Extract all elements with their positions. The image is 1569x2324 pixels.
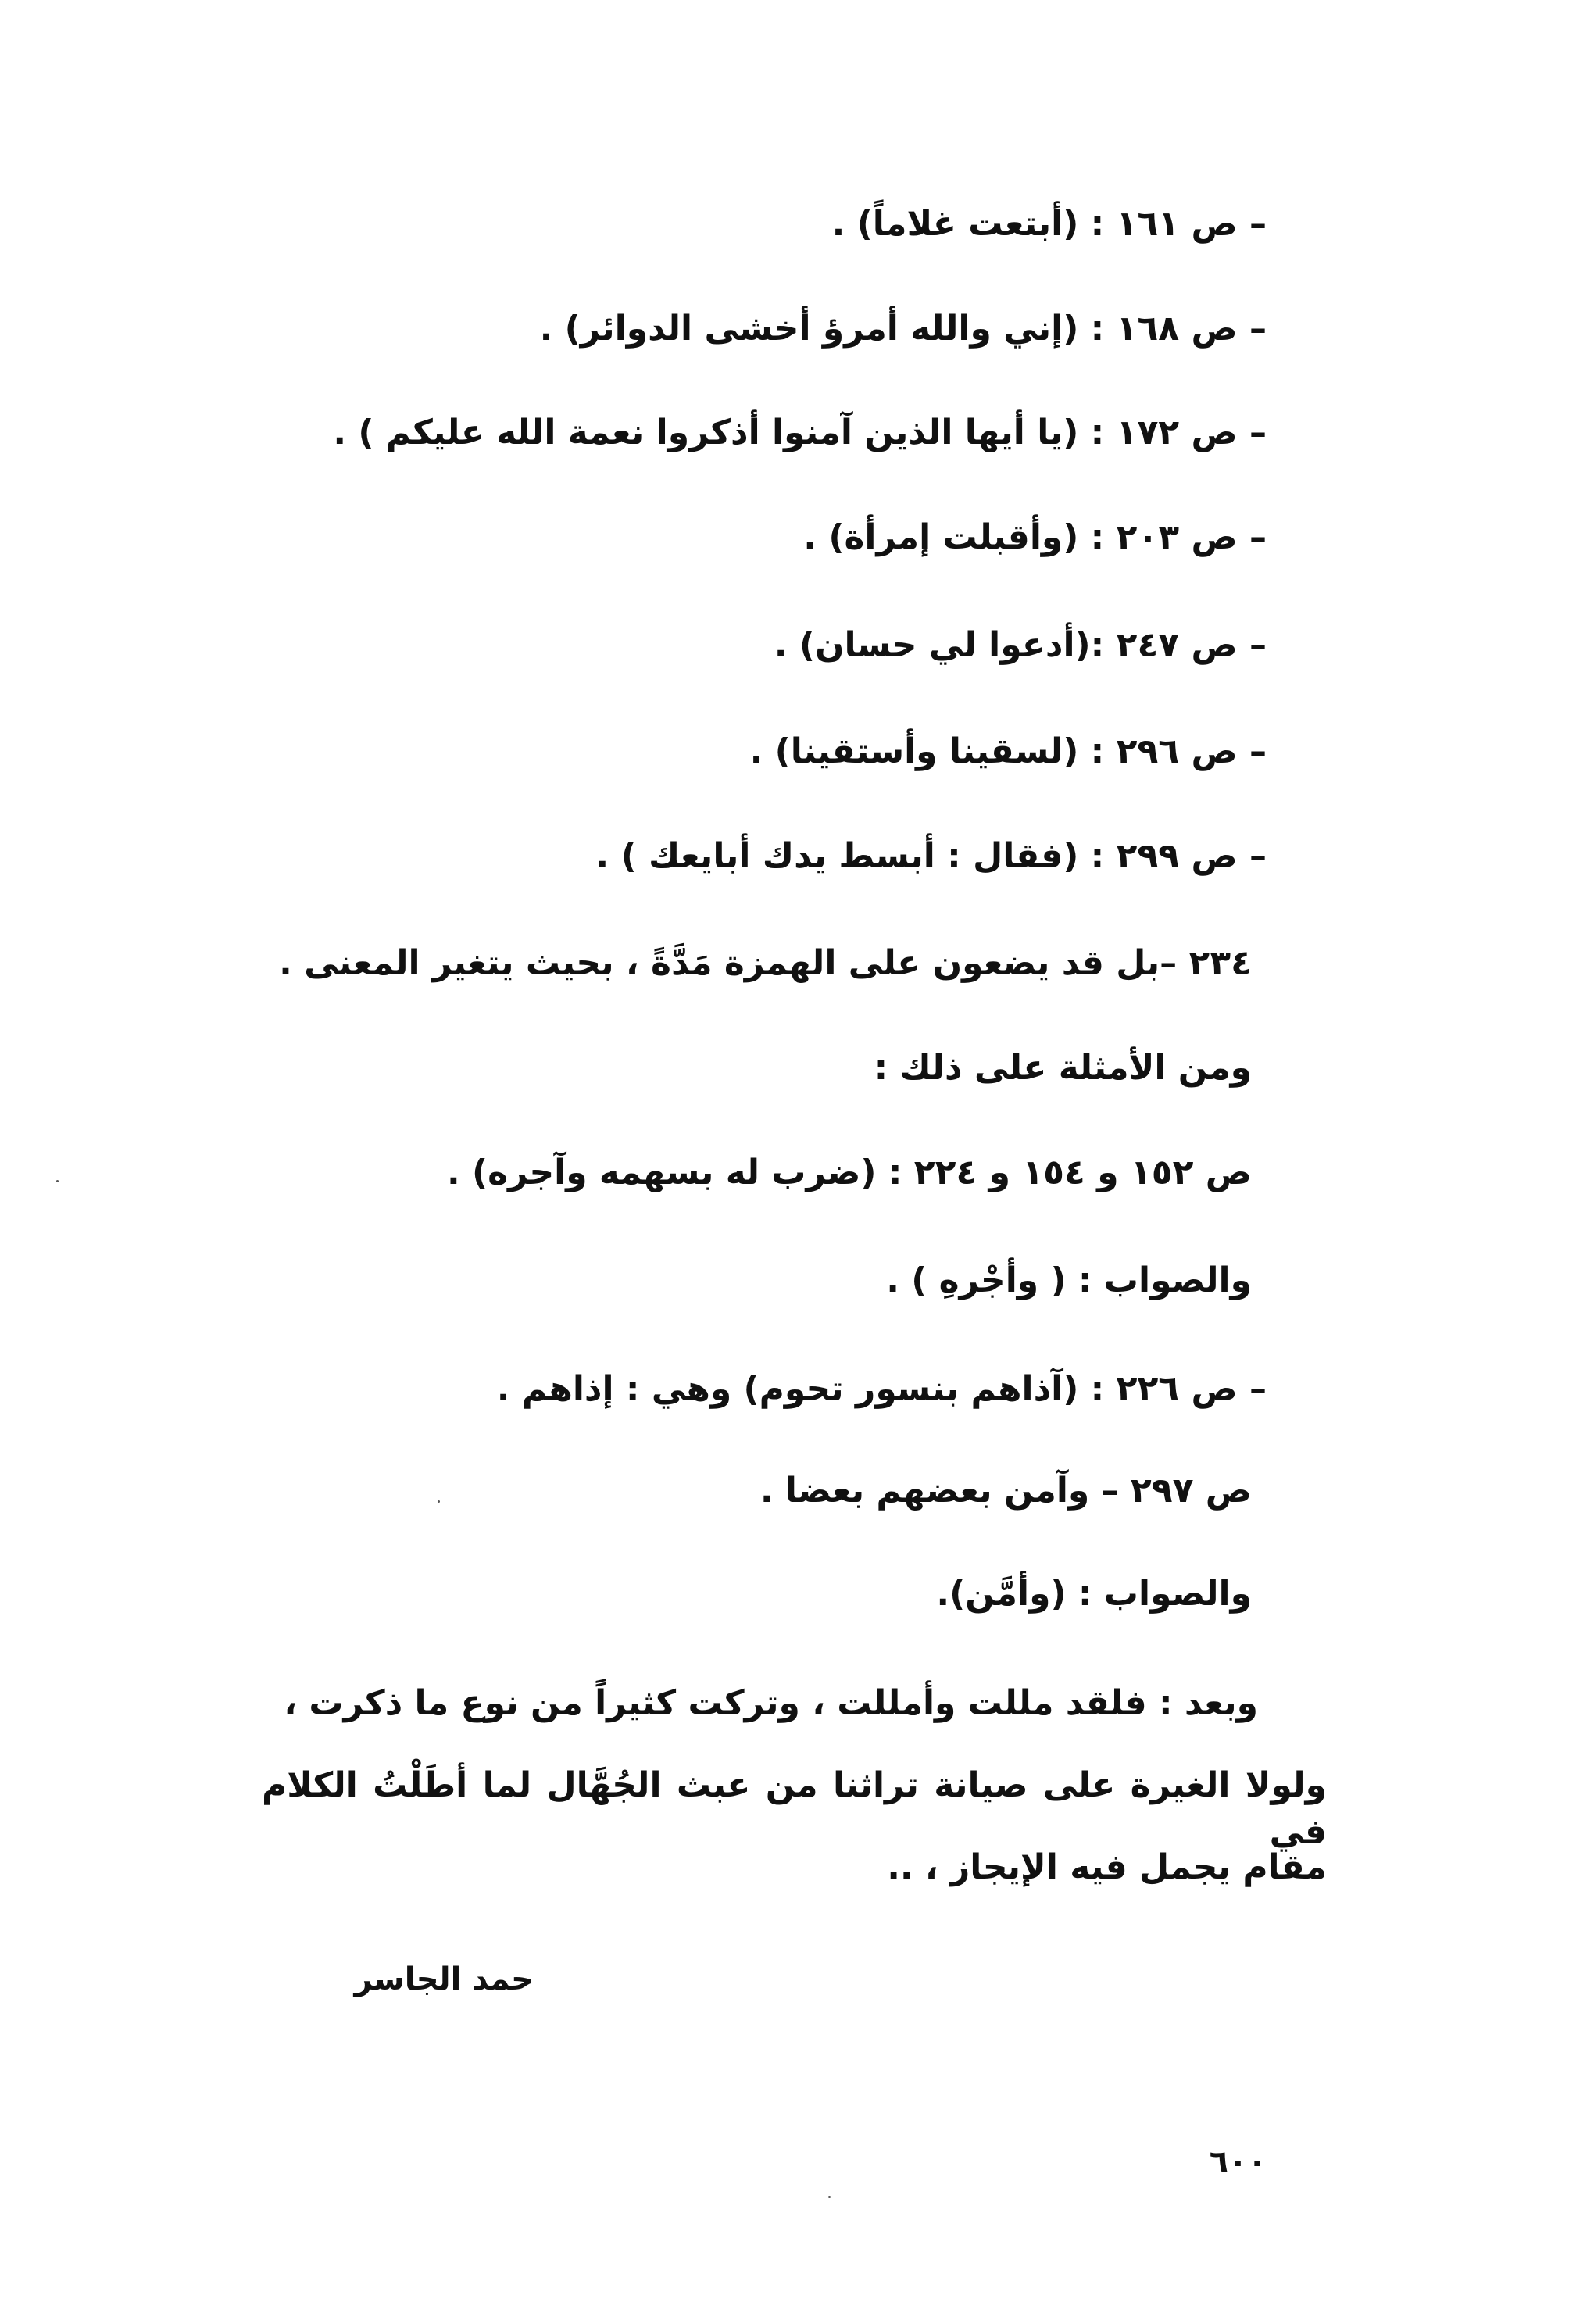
scan-speck bbox=[56, 1180, 59, 1182]
correction-item: – ص ١٦٨ : (إني والله أمرؤ أخشى الدوائر) . bbox=[539, 309, 1267, 349]
correction-line: والصواب : (وأمَّن). bbox=[936, 1574, 1252, 1614]
signature: حمد الجاسر bbox=[354, 1961, 534, 1997]
correction-item: – ص ١٦١ : (أبتعت غلاماً) . bbox=[831, 204, 1267, 244]
correction-item: – ص ٢٩٦ : (لسقينا وأستقينا) . bbox=[749, 731, 1267, 771]
scan-speck bbox=[438, 1500, 440, 1503]
correction-item: – ص ٢٤٧ :(أدعوا لي حسان) . bbox=[774, 625, 1267, 665]
closing-line: وبعد : فلقد مللت وأمللت ، وتركت كثيراً من نوع ما ذكرت ، bbox=[284, 1683, 1258, 1723]
section-heading: ٢٣٤ –بل قد يضعون على الهمزة مَدَّةً ، بحيث يتغير المعنى . bbox=[279, 943, 1252, 983]
correction-line: والصواب : ( وأجْرهِ ) . bbox=[886, 1260, 1252, 1300]
correction-item: – ص ١٧٢ : (يا أيها الذين آمنوا أذكروا نعمة الله عليكم ) . bbox=[333, 413, 1267, 452]
closing-line: ولولا الغيرة على صيانة تراثنا من عبث الجُهَّال لما أطَلْتُ الكلام في bbox=[262, 1765, 1327, 1852]
example-line: ص ٢٩٧ – وآمن بعضهم بعضا . bbox=[759, 1471, 1252, 1511]
correction-item: – ص ٢٩٩ : (فقال : أبسط يدك أبايعك ) . bbox=[595, 836, 1267, 876]
closing-line: مقام يجمل فيه الإيجاز ، .. bbox=[887, 1847, 1327, 1887]
example-line: ص ١٥٢ و ١٥٤ و ٢٢٤ : (ضرب له بسهمه وآجره) . bbox=[446, 1153, 1252, 1192]
page-number: ٦٠٠ bbox=[1209, 2144, 1267, 2180]
correction-item: – ص ٢٠٣ : (وأقبلت إمرأة) . bbox=[803, 517, 1267, 557]
section-intro: ومن الأمثلة على ذلك : bbox=[874, 1048, 1252, 1088]
example-line: – ص ٢٢٦ : (آذاهم بنسور تحوم) وهي : إذاهم . bbox=[496, 1369, 1267, 1409]
scan-speck bbox=[828, 2196, 831, 2198]
